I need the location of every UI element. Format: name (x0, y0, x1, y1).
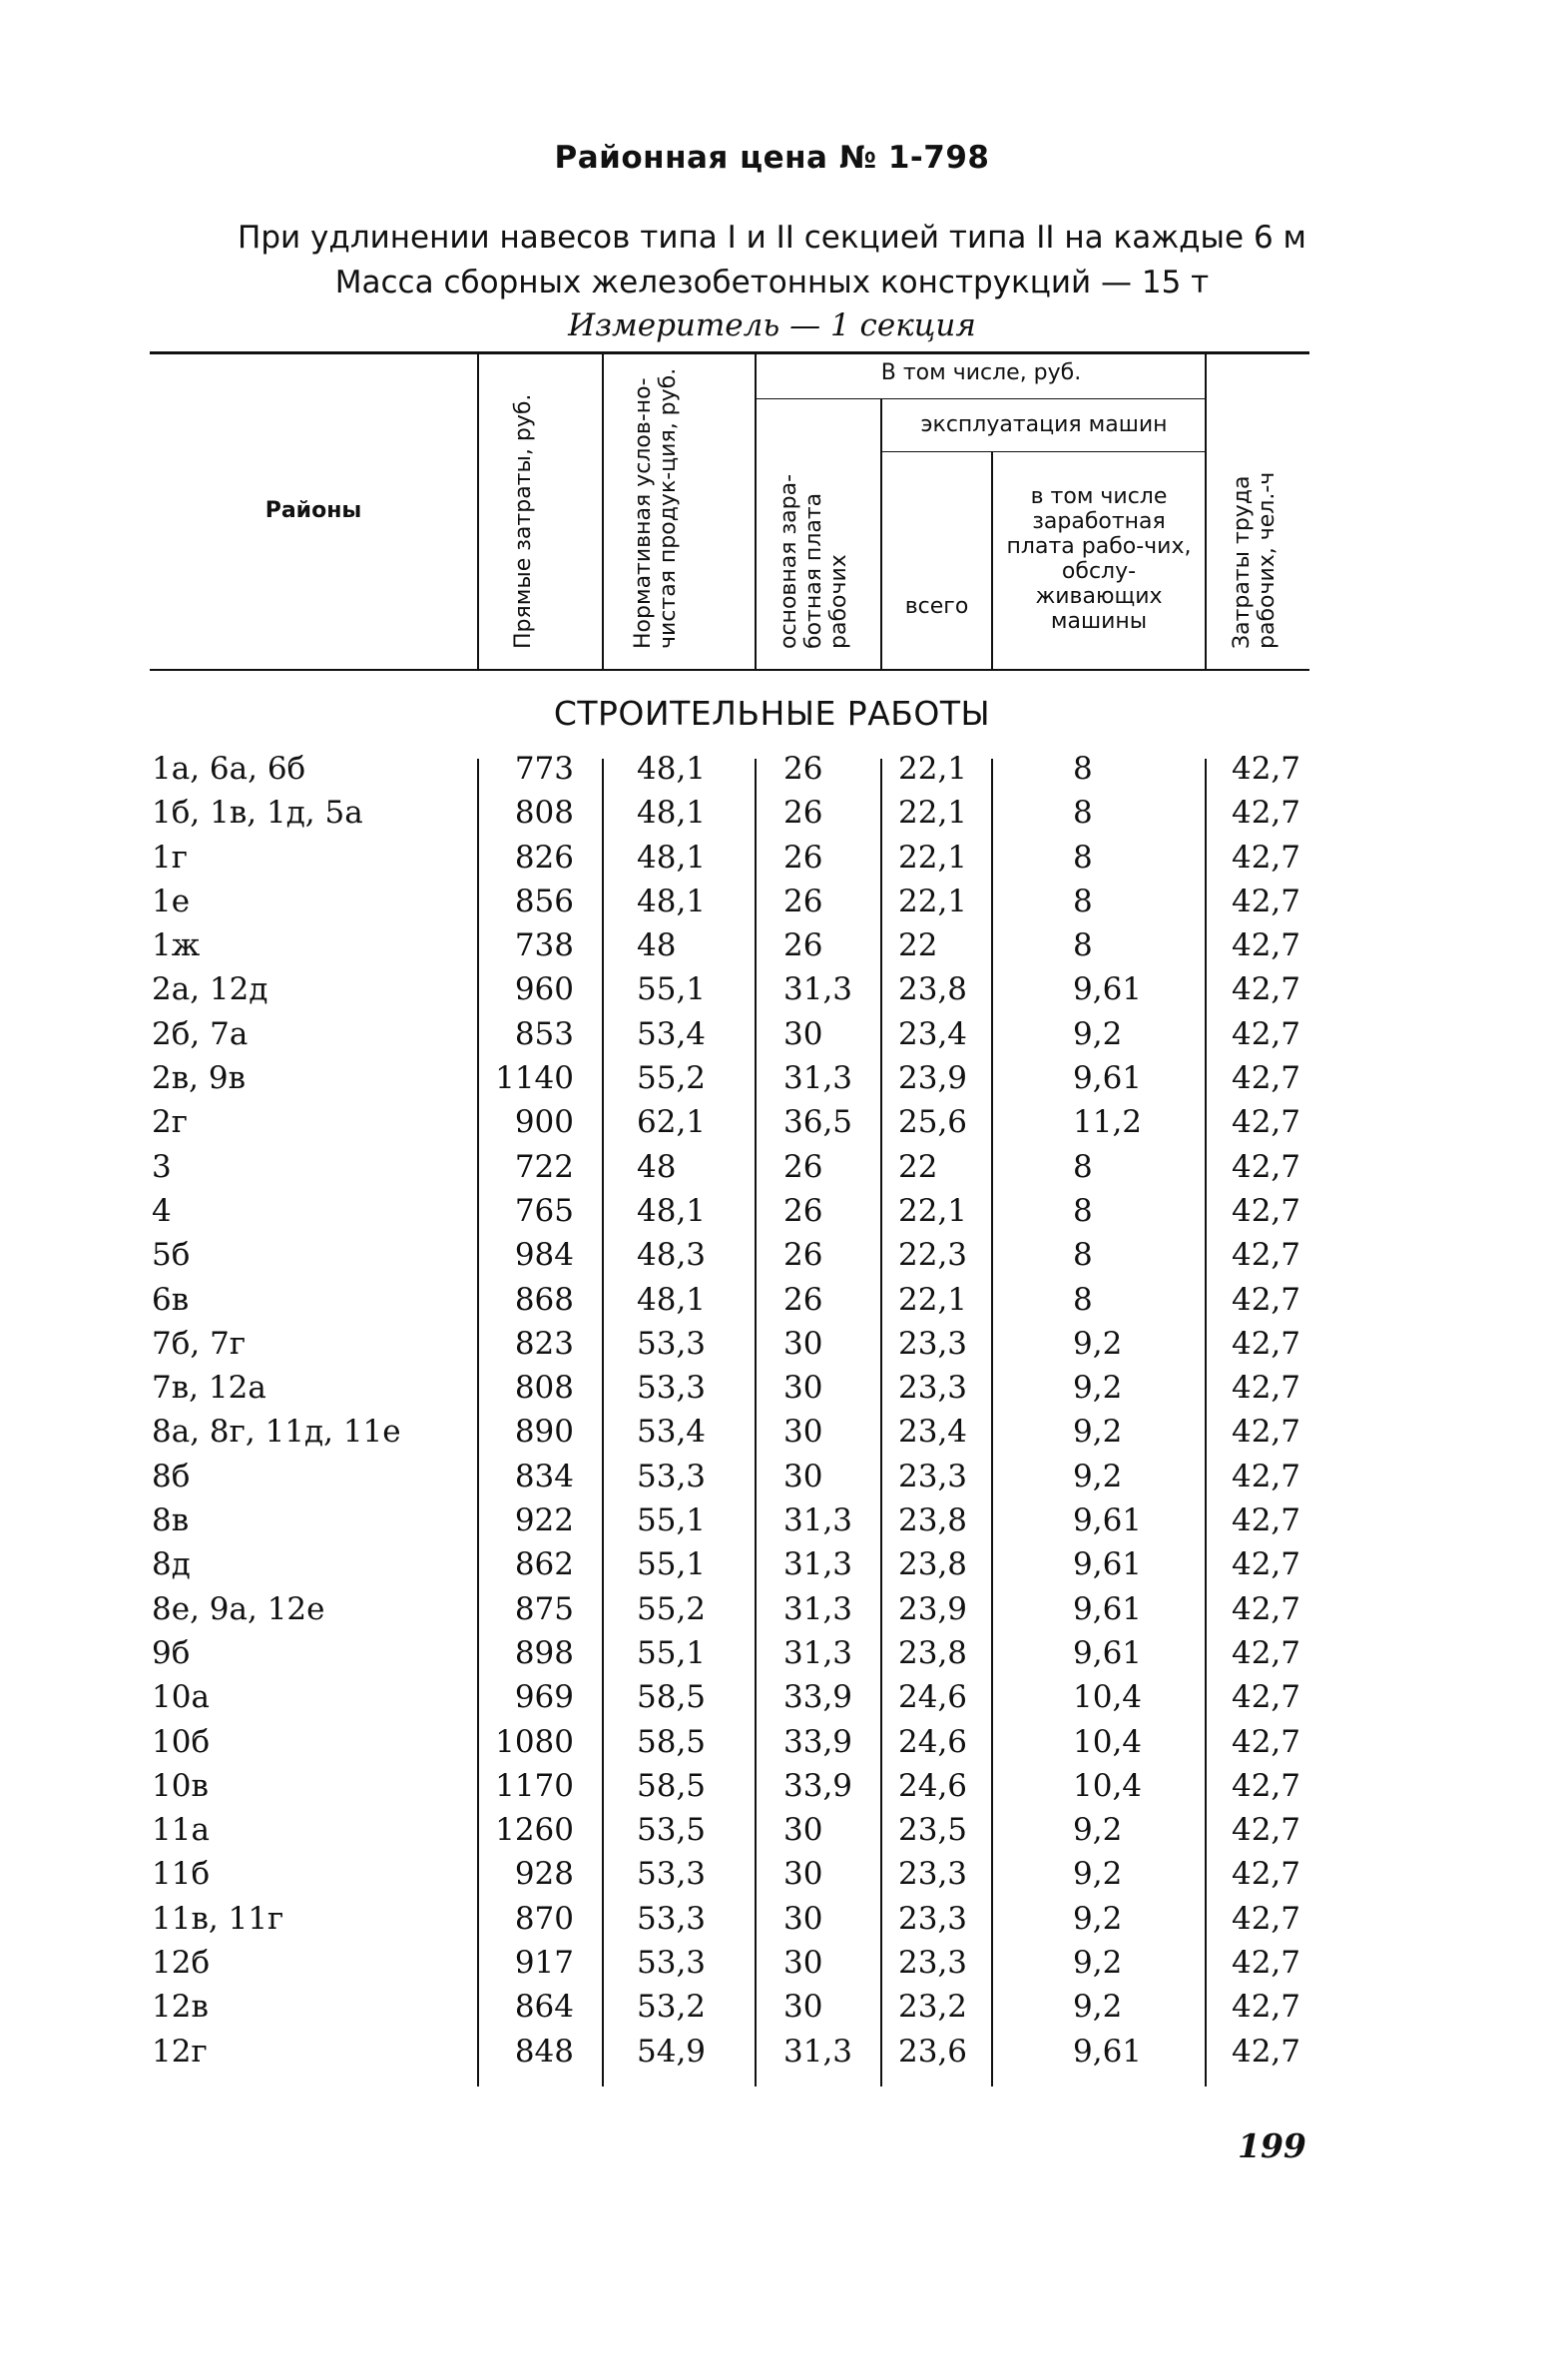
section-title: СТРОИТЕЛЬНЫЕ РАБОТЫ (553, 694, 991, 733)
cell-region: 8в (152, 1502, 190, 1539)
cell-region: 8б (152, 1458, 191, 1494)
table-row (0, 971, 1544, 1015)
cell-machine-total: 23,8 (898, 1502, 968, 1539)
cell-machine-wage: 9,2 (1073, 1015, 1123, 1052)
cell-machine-wage: 11,2 (1073, 1104, 1143, 1141)
cell-region: 11б (152, 1856, 211, 1893)
cell-region: 7в, 12а (152, 1370, 266, 1407)
cell-machine-total: 23,4 (898, 1015, 968, 1052)
cell-direct-costs: 898 (514, 1634, 574, 1671)
table-row (0, 1237, 1544, 1281)
cell-normative: 58,5 (637, 1767, 707, 1804)
cell-machine-total: 23,8 (898, 1634, 968, 1671)
cell-region: 10а (152, 1679, 210, 1716)
cell-normative: 53,3 (637, 1458, 707, 1494)
cell-machine-total: 25,6 (898, 1104, 968, 1141)
cell-direct-costs: 862 (514, 1546, 574, 1583)
header-including: В том числе, руб. (880, 360, 1082, 385)
cell-base-wage: 26 (783, 883, 823, 919)
cell-labor: 42,7 (1231, 1104, 1300, 1141)
cell-normative: 53,3 (637, 1856, 707, 1893)
cell-normative: 55,1 (637, 1634, 707, 1671)
table-row (0, 751, 1544, 795)
cell-direct-costs: 984 (514, 1237, 574, 1274)
cell-base-wage: 30 (783, 1856, 823, 1893)
cell-base-wage: 31,3 (783, 971, 853, 1008)
cell-base-wage: 30 (783, 1015, 823, 1052)
cell-labor: 42,7 (1231, 1502, 1300, 1539)
cell-machine-wage: 9,2 (1073, 1370, 1123, 1407)
header-machine-total: всего (904, 594, 969, 619)
table-row (0, 1724, 1544, 1768)
cell-base-wage: 30 (783, 1325, 823, 1362)
cell-normative: 55,1 (637, 1546, 707, 1583)
cell-machine-wage: 9,61 (1073, 971, 1143, 1008)
cell-direct-costs: 928 (514, 1856, 574, 1893)
header-labor (1230, 419, 1299, 649)
cell-labor: 42,7 (1231, 1325, 1300, 1362)
cell-normative: 53,4 (637, 1015, 707, 1052)
cell-labor: 42,7 (1231, 971, 1300, 1008)
cell-normative: 53,3 (637, 1370, 707, 1407)
cell-direct-costs: 722 (514, 1148, 574, 1185)
cell-labor: 42,7 (1231, 1414, 1300, 1451)
cell-direct-costs: 1140 (495, 1060, 574, 1097)
cell-base-wage: 30 (783, 1989, 823, 2026)
cell-machine-wage: 10,4 (1073, 1723, 1143, 1760)
cell-direct-costs: 900 (514, 1104, 574, 1141)
table-row (0, 2034, 1544, 2078)
cell-machine-total: 22,3 (898, 1237, 968, 1274)
cell-direct-costs: 1080 (495, 1723, 574, 1760)
cell-region: 6в (152, 1281, 190, 1318)
cell-machine-wage: 9,61 (1073, 1634, 1143, 1671)
cell-machine-wage: 9,61 (1073, 1502, 1143, 1539)
cell-region: 1е (152, 883, 191, 919)
cell-machine-total: 23,3 (898, 1900, 968, 1937)
cell-machine-total: 22,1 (898, 795, 968, 832)
cell-normative: 53,3 (637, 1900, 707, 1937)
cell-direct-costs: 969 (514, 1679, 574, 1716)
cell-base-wage: 30 (783, 1370, 823, 1407)
header-sep-1 (477, 354, 479, 669)
header-direct-costs (511, 393, 536, 649)
cell-direct-costs: 853 (514, 1015, 574, 1052)
including-rule (756, 398, 1205, 399)
table-row (0, 1591, 1544, 1635)
cell-normative: 54,9 (637, 2033, 707, 2070)
cell-machine-wage: 9,61 (1073, 1590, 1143, 1627)
cell-direct-costs: 808 (514, 1370, 574, 1407)
header-bottom-rule (150, 669, 1309, 671)
table-row (0, 1768, 1544, 1812)
cell-machine-wage: 8 (1073, 1281, 1093, 1318)
cell-labor: 42,7 (1231, 751, 1300, 787)
subtitle-line-1: При удлинении навесов типа I и II секцией типа II на каждые 6 м (238, 220, 1306, 256)
cell-direct-costs: 808 (514, 795, 574, 832)
cell-base-wage: 36,5 (783, 1104, 853, 1141)
cell-machine-total: 24,6 (898, 1767, 968, 1804)
cell-region: 10в (152, 1767, 209, 1804)
cell-machine-total: 23,3 (898, 1856, 968, 1893)
cell-base-wage: 31,3 (783, 1060, 853, 1097)
cell-base-wage: 26 (783, 1148, 823, 1185)
cell-labor: 42,7 (1231, 1370, 1300, 1407)
cell-machine-wage: 9,61 (1073, 1546, 1143, 1583)
cell-normative: 48 (637, 927, 677, 964)
cell-base-wage: 31,3 (783, 1502, 853, 1539)
cell-direct-costs: 823 (514, 1325, 574, 1362)
header-machine-operation: эксплуатация машин (920, 412, 1168, 437)
cell-labor: 42,7 (1231, 1634, 1300, 1671)
cell-base-wage: 31,3 (783, 1590, 853, 1627)
cell-labor: 42,7 (1231, 1237, 1300, 1274)
cell-direct-costs: 922 (514, 1502, 574, 1539)
cell-direct-costs: 1170 (495, 1767, 574, 1804)
cell-region: 4 (152, 1192, 172, 1229)
cell-machine-wage: 8 (1073, 927, 1093, 964)
cell-normative: 48,3 (637, 1237, 707, 1274)
cell-normative: 55,1 (637, 1502, 707, 1539)
cell-machine-wage: 8 (1073, 751, 1093, 787)
cell-machine-total: 23,6 (898, 2033, 968, 2070)
cell-direct-costs: 848 (514, 2033, 574, 2070)
cell-base-wage: 30 (783, 1900, 823, 1937)
cell-region: 1ж (152, 927, 201, 964)
table-row (0, 1459, 1544, 1502)
cell-direct-costs: 826 (514, 839, 574, 876)
cell-normative: 48,1 (637, 883, 707, 919)
cell-base-wage: 30 (783, 1812, 823, 1849)
cell-labor: 42,7 (1231, 1679, 1300, 1716)
cell-machine-total: 22,1 (898, 1192, 968, 1229)
cell-labor: 42,7 (1231, 1192, 1300, 1229)
cell-direct-costs: 960 (514, 971, 574, 1008)
cell-machine-wage: 9,61 (1073, 2033, 1143, 2070)
cell-normative: 53,3 (637, 1325, 707, 1362)
cell-normative: 53,5 (637, 1812, 707, 1849)
header-sep-4 (880, 399, 882, 669)
cell-normative: 58,5 (637, 1723, 707, 1760)
cell-region: 12б (152, 1945, 211, 1982)
cell-direct-costs: 917 (514, 1945, 574, 1982)
cell-machine-total: 24,6 (898, 1723, 968, 1760)
cell-direct-costs: 834 (514, 1458, 574, 1494)
document-title: Районная цена № 1-798 (554, 140, 990, 176)
cell-normative: 48,1 (637, 751, 707, 787)
header-direct-costs-text: Прямые затраты, руб. (511, 393, 536, 649)
page-number: 199 (1238, 2126, 1306, 2165)
cell-base-wage: 26 (783, 1237, 823, 1274)
cell-labor: 42,7 (1231, 1060, 1300, 1097)
cell-machine-total: 23,4 (898, 1414, 968, 1451)
subtitle-line-2: Масса сборных железобетонных конструкций — 15 т (334, 265, 1210, 300)
cell-machine-total: 22,1 (898, 883, 968, 919)
cell-base-wage: 33,9 (783, 1679, 853, 1716)
cell-region: 2в, 9в (152, 1060, 247, 1097)
cell-labor: 42,7 (1231, 1015, 1300, 1052)
cell-machine-total: 22,1 (898, 1281, 968, 1318)
cell-labor: 42,7 (1231, 1767, 1300, 1804)
cell-labor: 42,7 (1231, 795, 1300, 832)
cell-direct-costs: 773 (514, 751, 574, 787)
cell-machine-total: 23,3 (898, 1458, 968, 1494)
header-sep-2 (602, 354, 604, 669)
cell-normative: 53,4 (637, 1414, 707, 1451)
cell-region: 2а, 12д (152, 971, 268, 1008)
header-regions: Районы (264, 498, 362, 523)
cell-machine-total: 23,3 (898, 1325, 968, 1362)
cell-region: 7б, 7г (152, 1325, 247, 1362)
header-labor-text: Затраты труда рабочих, чел.-ч (1230, 471, 1280, 649)
cell-normative: 58,5 (637, 1679, 707, 1716)
cell-region: 12г (152, 2033, 208, 2070)
cell-normative: 48,1 (637, 795, 707, 832)
cell-machine-wage: 8 (1073, 839, 1093, 876)
cell-normative: 48,1 (637, 1192, 707, 1229)
cell-machine-wage: 8 (1073, 795, 1093, 832)
table-body (0, 751, 1544, 2078)
header-machine-wage: в том числе заработная плата рабо-чих, обслу-живающих машины (1006, 484, 1192, 634)
cell-machine-wage: 9,2 (1073, 1989, 1123, 2026)
cell-machine-wage: 9,2 (1073, 1325, 1123, 1362)
cell-machine-total: 23,9 (898, 1590, 968, 1627)
cell-labor: 42,7 (1231, 927, 1300, 964)
cell-direct-costs: 738 (514, 927, 574, 964)
cell-base-wage: 26 (783, 751, 823, 787)
table-row (0, 1635, 1544, 1679)
cell-machine-wage: 8 (1073, 1237, 1093, 1274)
cell-region: 11а (152, 1812, 210, 1849)
cell-machine-total: 23,3 (898, 1945, 968, 1982)
cell-normative: 48,1 (637, 839, 707, 876)
cell-machine-wage: 9,2 (1073, 1812, 1123, 1849)
cell-direct-costs: 856 (514, 883, 574, 919)
table-row (0, 1193, 1544, 1237)
table-row (0, 1989, 1544, 2033)
table-row (0, 1016, 1544, 1060)
header-base-wage (776, 434, 856, 649)
table-row (0, 1502, 1544, 1546)
cell-labor: 42,7 (1231, 883, 1300, 919)
cell-direct-costs: 765 (514, 1192, 574, 1229)
header-sep-6 (1205, 354, 1207, 669)
cell-normative: 55,2 (637, 1590, 707, 1627)
cell-region: 3 (152, 1148, 172, 1185)
cell-machine-wage: 10,4 (1073, 1767, 1143, 1804)
cell-labor: 42,7 (1231, 2033, 1300, 2070)
cell-region: 11в, 11г (152, 1900, 284, 1937)
table-row (0, 927, 1544, 971)
cell-region: 1а, 6а, 6б (152, 751, 306, 787)
cell-machine-total: 24,6 (898, 1679, 968, 1716)
cell-normative: 55,1 (637, 971, 707, 1008)
cell-base-wage: 26 (783, 927, 823, 964)
table-row (0, 1370, 1544, 1414)
cell-base-wage: 33,9 (783, 1767, 853, 1804)
cell-machine-wage: 8 (1073, 1148, 1093, 1185)
table-row (0, 795, 1544, 839)
cell-direct-costs: 1260 (495, 1812, 574, 1849)
cell-base-wage: 31,3 (783, 1634, 853, 1671)
cell-direct-costs: 868 (514, 1281, 574, 1318)
cell-normative: 62,1 (637, 1104, 707, 1141)
cell-base-wage: 26 (783, 795, 823, 832)
cell-machine-wage: 9,2 (1073, 1458, 1123, 1494)
table-row (0, 1812, 1544, 1856)
cell-machine-total: 23,5 (898, 1812, 968, 1849)
cell-normative: 53,3 (637, 1945, 707, 1982)
cell-machine-wage: 9,2 (1073, 1900, 1123, 1937)
cell-machine-total: 23,8 (898, 1546, 968, 1583)
table-row (0, 1149, 1544, 1193)
cell-region: 1г (152, 839, 188, 876)
table-row (0, 1414, 1544, 1458)
cell-labor: 42,7 (1231, 1900, 1300, 1937)
cell-labor: 42,7 (1231, 1546, 1300, 1583)
header-normative-text: Нормативная услов-но-чистая продук-ция, руб. (631, 367, 681, 649)
table-row (0, 1945, 1544, 1989)
cell-region: 1б, 1в, 1д, 5а (152, 795, 363, 832)
cell-base-wage: 30 (783, 1414, 823, 1451)
measure-unit: Измеритель — 1 секция (568, 307, 976, 343)
table-row (0, 1060, 1544, 1104)
cell-region: 12в (152, 1989, 209, 2026)
cell-base-wage: 26 (783, 1281, 823, 1318)
cell-machine-wage: 9,2 (1073, 1856, 1123, 1893)
cell-labor: 42,7 (1231, 1723, 1300, 1760)
cell-labor: 42,7 (1231, 1458, 1300, 1494)
table-row (0, 1104, 1544, 1148)
table-top-rule (150, 351, 1309, 354)
cell-machine-total: 23,2 (898, 1989, 968, 2026)
header-base-wage-text: основная зара-ботная плата рабочих (776, 473, 851, 649)
cell-base-wage: 30 (783, 1945, 823, 1982)
cell-labor: 42,7 (1231, 1945, 1300, 1982)
cell-machine-wage: 9,2 (1073, 1945, 1123, 1982)
cell-region: 5б (152, 1237, 191, 1274)
table-row (0, 840, 1544, 884)
cell-machine-wage: 10,4 (1073, 1679, 1143, 1716)
cell-region: 2б, 7а (152, 1015, 249, 1052)
table-row (0, 1546, 1544, 1590)
cell-normative: 55,2 (637, 1060, 707, 1097)
cell-machine-total: 23,8 (898, 971, 968, 1008)
cell-region: 2г (152, 1104, 188, 1141)
cell-machine-wage: 9,61 (1073, 1060, 1143, 1097)
cell-labor: 42,7 (1231, 1148, 1300, 1185)
cell-machine-wage: 8 (1073, 1192, 1093, 1229)
cell-direct-costs: 864 (514, 1989, 574, 2026)
cell-labor: 42,7 (1231, 1281, 1300, 1318)
header-normative (631, 359, 711, 649)
cell-normative: 53,2 (637, 1989, 707, 2026)
cell-machine-total: 23,9 (898, 1060, 968, 1097)
cell-base-wage: 33,9 (783, 1723, 853, 1760)
cell-normative: 48 (637, 1148, 677, 1185)
cell-machine-total: 22 (898, 927, 938, 964)
cell-machine-total: 22,1 (898, 839, 968, 876)
cell-base-wage: 31,3 (783, 1546, 853, 1583)
cell-machine-total: 22,1 (898, 751, 968, 787)
cell-region: 8д (152, 1546, 191, 1583)
cell-region: 9б (152, 1634, 191, 1671)
cell-region: 8е, 9а, 12е (152, 1590, 325, 1627)
cell-labor: 42,7 (1231, 1989, 1300, 2026)
cell-direct-costs: 875 (514, 1590, 574, 1627)
cell-machine-wage: 8 (1073, 883, 1093, 919)
table-row (0, 1282, 1544, 1326)
cell-labor: 42,7 (1231, 1590, 1300, 1627)
cell-labor: 42,7 (1231, 1812, 1300, 1849)
cell-labor: 42,7 (1231, 1856, 1300, 1893)
header-sep-3 (755, 354, 757, 669)
table-row (0, 1326, 1544, 1370)
cell-normative: 48,1 (637, 1281, 707, 1318)
table-row (0, 884, 1544, 927)
table-row (0, 1679, 1544, 1723)
table-row (0, 1901, 1544, 1945)
cell-region: 10б (152, 1723, 211, 1760)
cell-direct-costs: 870 (514, 1900, 574, 1937)
cell-base-wage: 30 (783, 1458, 823, 1494)
cell-direct-costs: 890 (514, 1414, 574, 1451)
machines-rule (881, 451, 1205, 452)
cell-region: 8а, 8г, 11д, 11е (152, 1414, 401, 1451)
cell-base-wage: 31,3 (783, 2033, 853, 2070)
cell-machine-total: 22 (898, 1148, 938, 1185)
header-sep-5 (991, 452, 993, 669)
cell-machine-total: 23,3 (898, 1370, 968, 1407)
cell-labor: 42,7 (1231, 839, 1300, 876)
cell-base-wage: 26 (783, 1192, 823, 1229)
table-row (0, 1856, 1544, 1900)
cell-machine-wage: 9,2 (1073, 1414, 1123, 1451)
cell-base-wage: 26 (783, 839, 823, 876)
